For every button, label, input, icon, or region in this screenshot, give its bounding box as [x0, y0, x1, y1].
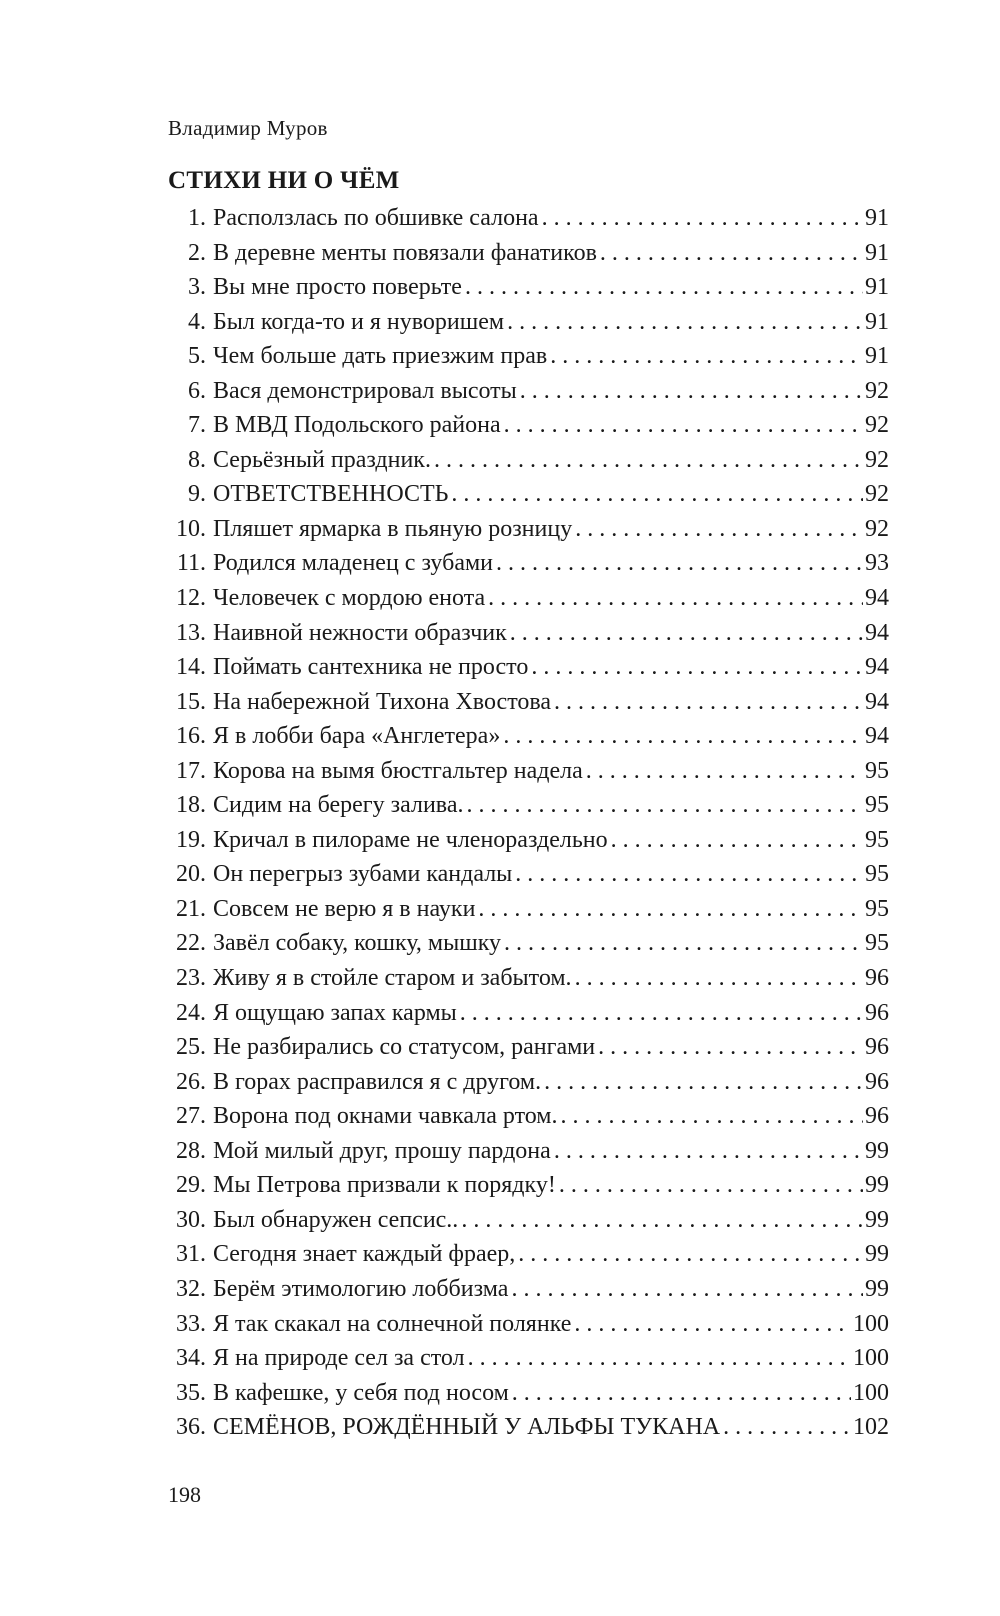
- toc-entry: [168, 1065, 889, 1100]
- toc-entry-title: Вася демонстрировал высоты: [213, 377, 517, 404]
- toc-entry-number: 2.: [188, 239, 206, 266]
- toc-entry-page: 91: [865, 274, 889, 301]
- toc-entry: [168, 1341, 889, 1376]
- toc-entry-number: 15.: [176, 688, 206, 715]
- toc-entry-page: 96: [865, 1103, 889, 1130]
- toc-entry-title: Кричал в пилораме не членораздельно: [213, 826, 608, 853]
- toc-entry-title: Ворона под окнами чавкала ртом.: [213, 1103, 558, 1130]
- page-number: 198: [168, 1482, 201, 1507]
- toc-entry-number: 3.: [188, 274, 206, 301]
- toc-dot-leader: [509, 1376, 851, 1411]
- toc-dot-leader: [547, 339, 863, 374]
- toc-entry: [168, 236, 889, 271]
- toc-entry-number: 11.: [176, 550, 206, 577]
- toc-entry-title: В МВД Подольского района: [213, 412, 501, 439]
- toc-entry: [168, 1030, 889, 1065]
- toc-entry: [168, 581, 889, 616]
- toc-entry-number: 27.: [176, 1103, 206, 1130]
- toc-dot-leader: [512, 857, 863, 892]
- toc-dot-leader: [551, 1134, 863, 1169]
- toc-entry-title: Я так скакал на солнечной полянке: [213, 1310, 572, 1337]
- toc-dot-leader: [507, 616, 863, 651]
- toc-entry-title: Поймать сантехника не просто: [213, 654, 529, 681]
- toc-dot-leader: [517, 374, 863, 409]
- toc-entry-number: 25.: [176, 1034, 206, 1061]
- toc-entry-page: 96: [865, 965, 889, 992]
- toc-dot-leader: [720, 1410, 851, 1445]
- toc-dot-leader: [551, 685, 863, 720]
- toc-entry: [168, 996, 889, 1031]
- toc-entry-title: В кафешке, у себя под носом: [213, 1379, 509, 1406]
- toc-entry-title: Мой милый друг, прошу пардона: [213, 1137, 551, 1164]
- toc-entry-page: 96: [865, 1068, 889, 1095]
- toc-entry: [168, 201, 889, 236]
- toc-entry-page: 94: [865, 654, 889, 681]
- toc-entry: [168, 857, 889, 892]
- toc-entry: [168, 443, 889, 478]
- toc-dot-leader: [597, 236, 863, 271]
- toc-entry-number: 34.: [176, 1345, 206, 1372]
- toc-dot-leader: [539, 201, 863, 236]
- toc-entry-title: Живу я в стойле старом и забытом.: [213, 965, 572, 992]
- toc-entry: [168, 1134, 889, 1169]
- toc-entry-page: 95: [865, 826, 889, 853]
- toc-entry-page: 92: [865, 446, 889, 473]
- toc-entry-page: 94: [865, 585, 889, 612]
- toc-entry-number: 18.: [176, 792, 206, 819]
- toc-dot-leader: [572, 512, 863, 547]
- toc-entry-page: 91: [865, 343, 889, 370]
- toc-entry-number: 26.: [176, 1068, 206, 1095]
- toc-entry-number: 22.: [176, 930, 206, 957]
- toc-entry-number: 30.: [176, 1206, 206, 1233]
- toc-entry-number: 8.: [188, 446, 206, 473]
- section-title: СТИХИ НИ О ЧЁМ: [168, 167, 400, 194]
- toc-entry: [168, 961, 889, 996]
- toc-entry-number: 28.: [176, 1137, 206, 1164]
- toc-dot-leader: [458, 1203, 863, 1238]
- toc-entry-number: 7.: [188, 412, 206, 439]
- toc-entry: [168, 823, 889, 858]
- toc-dot-leader: [485, 581, 863, 616]
- toc-entry-title: Серьёзный праздник.: [213, 446, 431, 473]
- toc-entry: [168, 1203, 889, 1238]
- toc-entry-page: 91: [865, 205, 889, 231]
- toc-entry-page: 95: [865, 757, 889, 784]
- toc-dot-leader: [448, 477, 863, 512]
- toc-entry-page: 96: [865, 1034, 889, 1061]
- toc-entry-title: ОТВЕТСТВЕННОСТЬ: [213, 481, 449, 508]
- toc-dot-leader: [572, 961, 863, 996]
- running-head-author: Владимир Муров: [168, 116, 328, 140]
- toc-entry-page: 95: [865, 930, 889, 957]
- toc-entry-page: 91: [865, 308, 889, 335]
- toc-dot-leader: [500, 719, 863, 754]
- toc-entry-title: Расползлась по обшивке салона: [213, 205, 539, 231]
- toc-entry-number: 9.: [188, 481, 206, 508]
- toc-entry-title: СЕМЁНОВ, РОЖДЁННЫЙ У АЛЬФЫ ТУКАНА: [213, 1414, 721, 1441]
- toc-dot-leader: [528, 650, 863, 685]
- toc-entry-title: В горах расправился я с другом.: [213, 1068, 542, 1095]
- toc-entry-page: 95: [865, 861, 889, 888]
- toc-dot-leader: [556, 1168, 863, 1203]
- toc-entry-page: 92: [865, 412, 889, 439]
- toc-entry-number: 1.: [188, 205, 206, 231]
- toc-entry: [168, 374, 889, 409]
- toc-entry-title: Наивной нежности образчик: [213, 619, 507, 646]
- toc-entry-page: 100: [853, 1345, 889, 1372]
- toc-dot-leader: [583, 754, 863, 789]
- toc-entry-number: 36.: [176, 1414, 206, 1441]
- toc-entry: [168, 339, 889, 374]
- toc-dot-leader: [475, 892, 863, 927]
- toc-entry-title: Был обнаружен сепсис..: [213, 1206, 459, 1233]
- toc-entry: [168, 1272, 889, 1307]
- toc-entry: [168, 1376, 889, 1411]
- toc-entry-number: 6.: [188, 377, 206, 404]
- toc-entry-number: 29.: [176, 1172, 206, 1199]
- toc-dot-leader: [431, 443, 863, 478]
- toc-dot-leader: [508, 1272, 863, 1307]
- toc-entry: [168, 270, 889, 305]
- toc-entry-page: 100: [853, 1379, 889, 1406]
- toc-entry-title: Совсем не верю я в науки: [213, 895, 476, 922]
- toc-dot-leader: [501, 408, 863, 443]
- toc-entry: [168, 546, 889, 581]
- toc-dot-leader: [457, 996, 863, 1031]
- toc-entry-title: Пляшет ярмарка в пьяную розницу: [213, 515, 573, 542]
- toc-dot-leader: [541, 1065, 863, 1100]
- toc-entry-title: Родился младенец с зубами: [213, 550, 494, 577]
- toc-entry: [168, 719, 889, 754]
- toc-entry-title: Сегодня знает каждый фраер,: [213, 1241, 516, 1268]
- toc-entry-page: 99: [865, 1275, 889, 1302]
- toc-entry-title: На набережной Тихона Хвостова: [213, 688, 552, 715]
- toc-entry-page: 92: [865, 515, 889, 542]
- toc-entry: [168, 1237, 889, 1272]
- toc-entry: [168, 754, 889, 789]
- toc-entry: [168, 892, 889, 927]
- toc-entry-number: 17.: [176, 757, 206, 784]
- toc-entry-page: 99: [865, 1241, 889, 1268]
- toc-entry-page: 94: [865, 688, 889, 715]
- toc-entry-number: 4.: [188, 308, 206, 335]
- toc-dot-leader: [515, 1237, 863, 1272]
- toc-dot-leader: [465, 1341, 851, 1376]
- toc-dot-leader: [571, 1307, 851, 1342]
- toc-entry: [168, 788, 889, 823]
- toc-entry-page: 96: [865, 999, 889, 1026]
- toc-entry: [168, 477, 889, 512]
- toc-entry-title: Он перегрыз зубами кандалы: [213, 861, 513, 888]
- toc-entry-page: 94: [865, 723, 889, 750]
- toc-entry-page: 99: [865, 1206, 889, 1233]
- toc-entry-number: 35.: [176, 1379, 206, 1406]
- toc-entry-number: 19.: [176, 826, 206, 853]
- toc-entry: [168, 1307, 889, 1342]
- toc-entry-number: 13.: [176, 619, 206, 646]
- toc-entry-number: 32.: [176, 1275, 206, 1302]
- toc-entry-title: Сидим на берегу залива.: [213, 792, 464, 819]
- toc-entry: [168, 1168, 889, 1203]
- table-of-contents: [168, 201, 889, 1445]
- toc-dot-leader: [504, 305, 863, 340]
- toc-entry-title: Берём этимологию лоббизма: [213, 1275, 509, 1302]
- toc-entry-number: 33.: [176, 1310, 206, 1337]
- toc-entry-title: Я на природе сел за стол: [213, 1345, 465, 1372]
- toc-entry-title: Корова на вымя бюстгальтер надела: [213, 757, 583, 784]
- toc-entry-number: 20.: [176, 861, 206, 888]
- toc-entry-number: 10.: [176, 515, 206, 542]
- toc-dot-leader: [557, 1099, 863, 1134]
- toc-entry-number: 16.: [176, 723, 206, 750]
- toc-entry-page: 99: [865, 1172, 889, 1199]
- toc-entry-title: Вы мне просто поверьте: [213, 274, 462, 301]
- toc-entry-number: 5.: [188, 343, 206, 370]
- toc-dot-leader: [462, 270, 863, 305]
- toc-entry: [168, 685, 889, 720]
- toc-entry: [168, 1099, 889, 1134]
- toc-entry-title: Человечек с мордою енота: [213, 585, 486, 612]
- toc-entry-title: Не разбирались со статусом, рангами: [213, 1034, 596, 1061]
- toc-entry-page: 92: [865, 481, 889, 508]
- toc-entry-title: Я в лобби бара «Англетера»: [213, 723, 501, 750]
- toc-entry-title: Я ощущаю запах кармы: [213, 999, 457, 1026]
- toc-entry-title: Был когда-то и я нуворишем: [213, 308, 505, 335]
- toc-entry-page: 94: [865, 619, 889, 646]
- toc-entry: [168, 1410, 889, 1445]
- toc-entry-number: 31.: [176, 1241, 206, 1268]
- toc-entry-number: 24.: [176, 999, 206, 1026]
- toc-dot-leader: [595, 1030, 863, 1065]
- toc-entry-page: 100: [853, 1310, 889, 1337]
- toc-entry-page: 95: [865, 895, 889, 922]
- toc-entry: [168, 512, 889, 547]
- toc-entry-number: 12.: [176, 585, 206, 612]
- toc-entry-title: Завёл собаку, кошку, мышку: [213, 930, 502, 957]
- toc-dot-leader: [463, 788, 863, 823]
- toc-entry: [168, 408, 889, 443]
- toc-entry: [168, 305, 889, 340]
- toc-entry-title: Чем больше дать приезжим прав: [213, 343, 548, 370]
- toc-entry-page: 92: [865, 377, 889, 404]
- toc-entry-page: 102: [853, 1414, 889, 1441]
- toc-entry-number: 14.: [176, 654, 206, 681]
- toc-entry: [168, 926, 889, 961]
- toc-entry-number: 23.: [176, 965, 206, 992]
- toc-entry-title: Мы Петрова призвали к порядку!: [213, 1172, 556, 1199]
- toc-dot-leader: [493, 546, 863, 581]
- toc-entry-number: 21.: [176, 895, 206, 922]
- toc-entry-title: В деревне менты повязали фанатиков: [213, 239, 597, 266]
- toc-entry: [168, 616, 889, 651]
- toc-entry-page: 93: [865, 550, 889, 577]
- toc-entry-page: 95: [865, 792, 889, 819]
- toc-dot-leader: [608, 823, 863, 858]
- toc-entry-page: 99: [865, 1137, 889, 1164]
- toc-entry: [168, 650, 889, 685]
- toc-dot-leader: [501, 926, 863, 961]
- toc-entry-page: 91: [865, 239, 889, 266]
